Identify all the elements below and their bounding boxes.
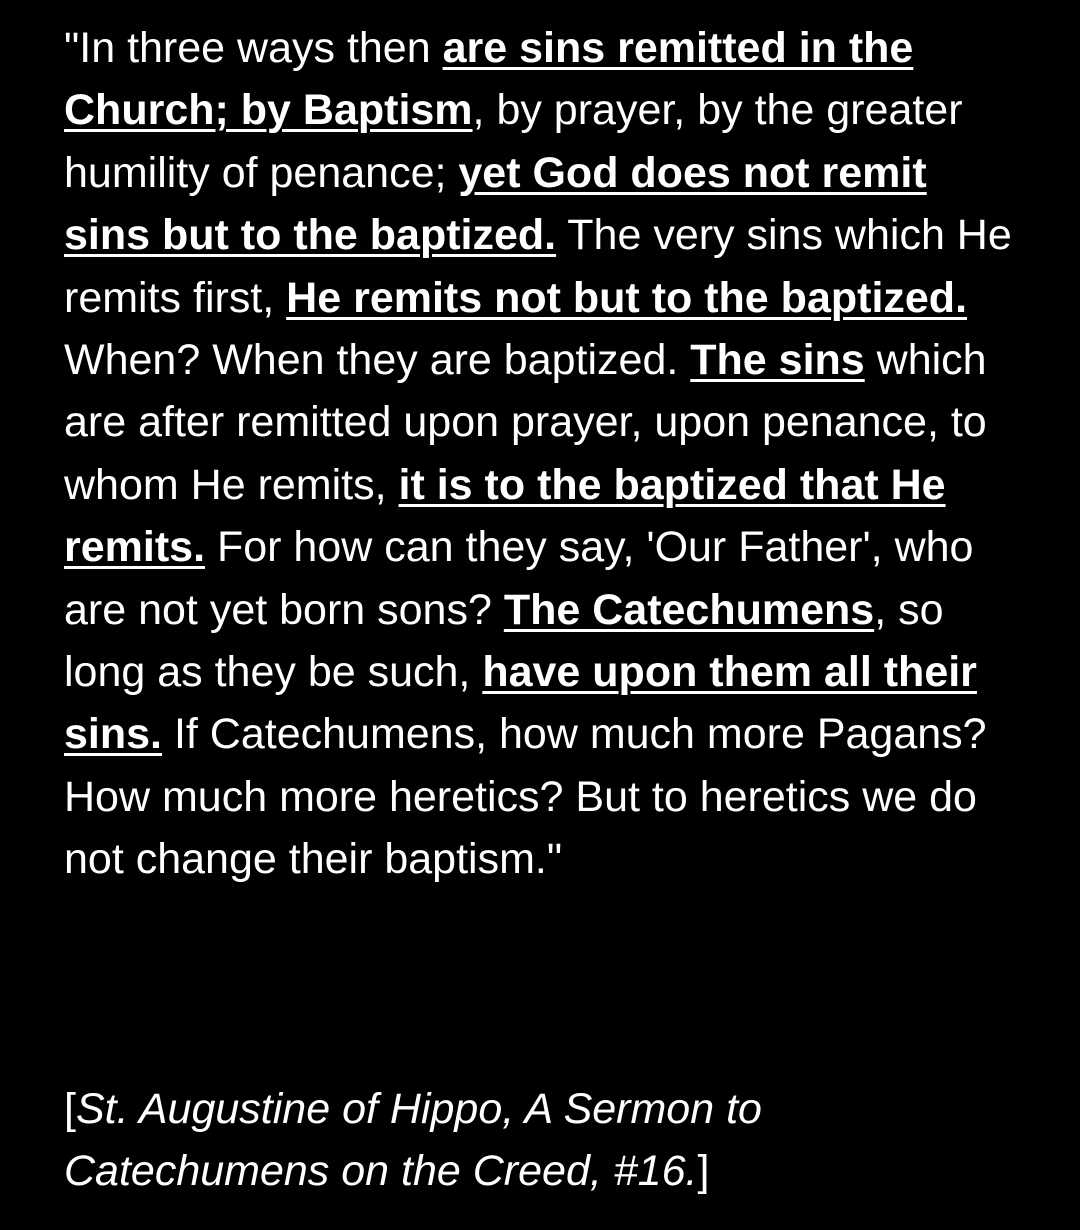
quote-emphasis: He remits not but to the baptized. xyxy=(286,273,968,322)
quote-emphasis: are sins remitted in the Church; by Baptism xyxy=(64,24,914,135)
quote-emphasis: yet God does not remit sins but to the baptized. xyxy=(64,148,927,260)
citation-close-bracket: ] xyxy=(697,1147,710,1196)
quote-emphasis: it is to the baptized that He remits. xyxy=(64,460,946,572)
quote-emphasis: The Catechumens xyxy=(503,585,875,634)
quote-segment: which are after remitted upon prayer, upon penance, to whom He remits, xyxy=(64,336,987,509)
quote-segment: , so long as they be such, xyxy=(64,585,944,697)
quote-emphasis: have upon them all their sins. xyxy=(64,648,977,759)
quote-segment: When? When they are baptized. xyxy=(64,336,691,385)
quote-segment: The very sins which He remits first, xyxy=(64,211,1012,322)
quote-segment: For how can they say, 'Our Father', who are not yet born sons? xyxy=(64,523,974,634)
quote-emphasis: The sins xyxy=(690,336,865,385)
citation-open-bracket: [ xyxy=(64,1085,76,1133)
quote-segment: "In three ways then xyxy=(64,24,443,72)
quote-segment: , by prayer, by the greater humility of penance; xyxy=(64,86,963,197)
citation-source: St. Augustine of Hippo, A Sermon to Catechumens on the Creed, #16. xyxy=(64,1085,762,1196)
quote-text xyxy=(64,17,1014,891)
citation xyxy=(64,1078,1014,1203)
quote-segment: If Catechumens, how much more Pagans? How much more heretics? But to heretics we do not change their baptism." xyxy=(64,710,987,884)
